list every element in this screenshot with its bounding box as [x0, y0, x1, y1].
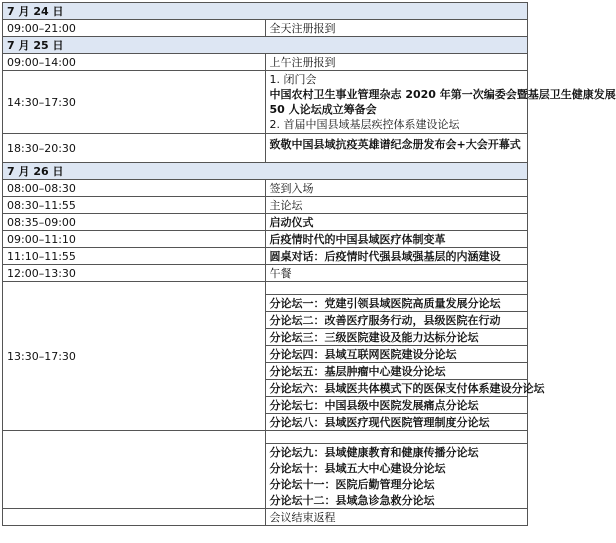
time-cell: 11:10–11:55 [3, 248, 266, 265]
event-cell: 后疫情时代的中国县域医疗体制变革 [265, 231, 528, 248]
time-cell: 09:00–11:10 [3, 231, 266, 248]
event-cell-multi [265, 71, 616, 134]
schedule-row [3, 231, 528, 248]
time-cell-empty [3, 431, 266, 509]
time-cell: 14:30–17:30 [3, 71, 266, 134]
time-cell: 08:30–11:55 [3, 197, 266, 214]
event-cell: 主论坛 [265, 197, 528, 214]
forum-row [3, 431, 528, 444]
time-cell: 12:00–13:30 [3, 265, 266, 282]
forum-item: 分论坛一：党建引领县域医院高质量发展分论坛 [265, 295, 528, 312]
event-cell: 签到入场 [265, 180, 528, 197]
forum-item: 分论坛九：县域健康教育和健康传播分论坛 [265, 444, 528, 461]
forum-item: 分论坛二：改善医疗服务行动，县级医院在行动 [265, 312, 528, 329]
event-cell: 致敬中国县域抗疫英雄谱纪念册发布会+大会开幕式 [265, 134, 528, 163]
event-cell: 上午注册报到 [265, 54, 528, 71]
forum-item: 分论坛三：三级医院建设及能力达标分论坛 [265, 329, 528, 346]
time-cell: 08:00–08:30 [3, 180, 266, 197]
schedule-row [3, 20, 528, 37]
forum-row [3, 282, 528, 295]
schedule-row [3, 265, 528, 282]
blank-cell [265, 282, 528, 295]
schedule-row [3, 54, 528, 71]
day-header-row [3, 3, 528, 20]
day-header-24: 7 月 24 日 [3, 3, 528, 20]
day-header-25: 7 月 25 日 [3, 37, 528, 54]
forum-item: 分论坛十：县域五大中心建设分论坛 [265, 460, 528, 476]
forum-item: 分论坛六：县域医共体模式下的医保支付体系建设分论坛 [265, 380, 528, 397]
time-cell: 18:30–20:30 [3, 134, 266, 163]
forum-item: 分论坛七：中国县级中医院发展痛点分论坛 [265, 397, 528, 414]
time-cell: 08:35–09:00 [3, 214, 266, 231]
schedule-table [2, 2, 616, 526]
closed-meeting-title: 1. 闭门会 [269, 73, 317, 86]
day-header-row [3, 163, 528, 180]
closing-cell: 会议结束返程 [265, 509, 528, 526]
forum-time-cell: 13:30–17:30 [3, 282, 266, 431]
day-header-26: 7 月 26 日 [3, 163, 528, 180]
time-cell-empty [3, 509, 266, 526]
editorial-board-meeting: 中国农村卫生事业管理杂志 2020 年第一次编委会暨基层卫生健康发展 [269, 88, 616, 101]
forum-item: 分论坛八：县域医疗现代医院管理制度分论坛 [265, 414, 528, 431]
day-header-row [3, 37, 528, 54]
blank-cell [265, 431, 528, 444]
schedule-row [3, 214, 528, 231]
forum-preparatory-meeting: 50 人论坛成立筹备会 [269, 103, 377, 116]
event-cell: 全天注册报到 [265, 20, 528, 37]
time-cell: 09:00–21:00 [3, 20, 266, 37]
forum-item: 分论坛十二：县域急诊急救分论坛 [265, 492, 528, 509]
schedule-row [3, 509, 528, 526]
time-cell: 09:00–14:00 [3, 54, 266, 71]
event-cell: 午餐 [265, 265, 528, 282]
disease-control-forum: 2. 首届中国县域基层疾控体系建设论坛 [269, 118, 460, 131]
event-cell: 圆桌对话：后疫情时代强县域强基层的内涵建设 [265, 248, 528, 265]
schedule-row [3, 180, 528, 197]
forum-item: 分论坛四：县域互联网医院建设分论坛 [265, 346, 528, 363]
schedule-row [3, 71, 528, 134]
forum-item: 分论坛十一：医院后勤管理分论坛 [265, 476, 528, 492]
forum-item: 分论坛五：基层肿瘤中心建设分论坛 [265, 363, 528, 380]
event-cell: 启动仪式 [265, 214, 528, 231]
schedule-row [3, 248, 528, 265]
schedule-row [3, 134, 528, 163]
schedule-row [3, 197, 528, 214]
